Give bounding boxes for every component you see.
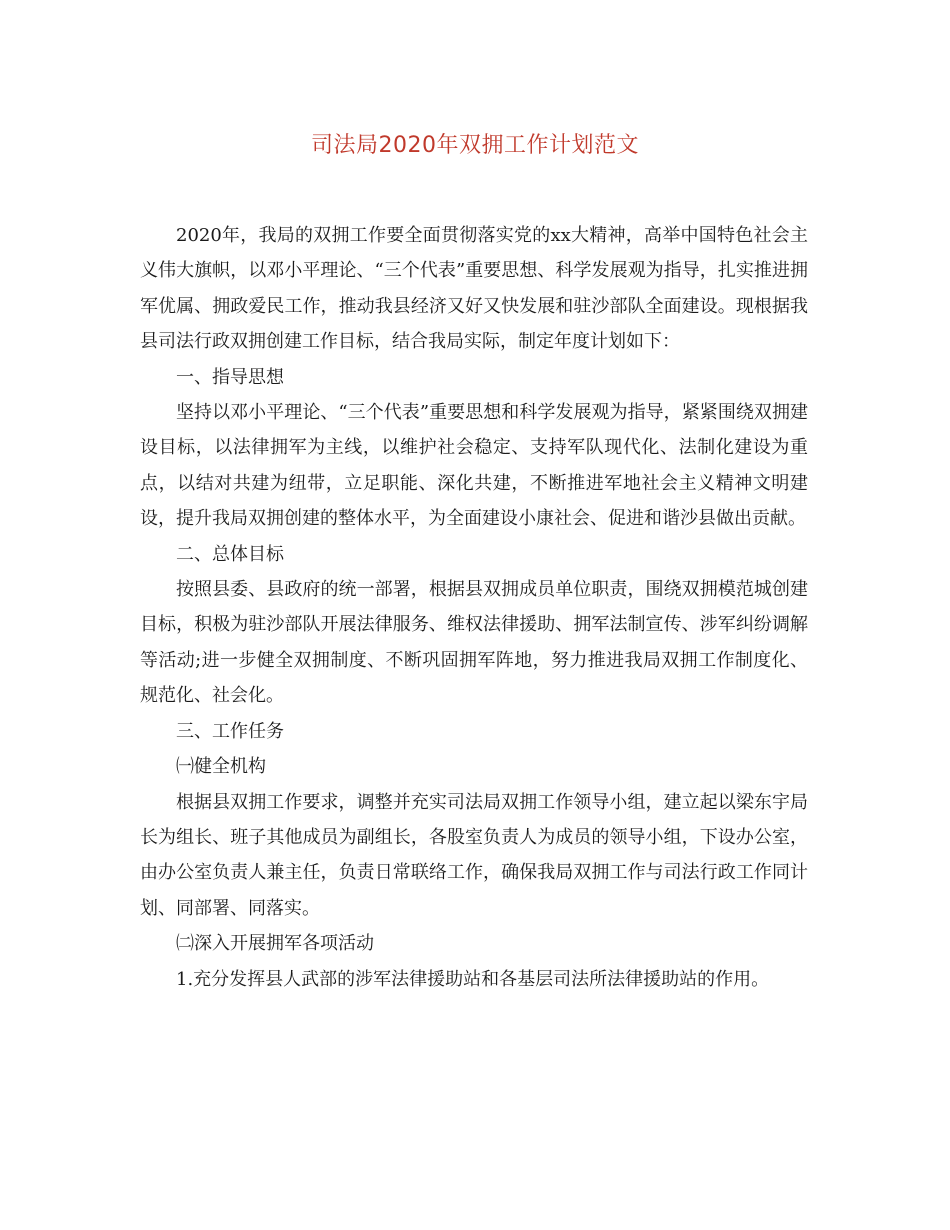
section-heading-overall-goal: 二、总体目标 (176, 543, 284, 565)
subheading-activities: ㈡深入开展拥军各项活动 (176, 933, 374, 955)
document-title: 司法局2020年双拥工作计划范文 (311, 133, 639, 158)
paragraph-intro: 2020年，我局的双拥工作要全面贯彻落实党的xx大精神，高举中国特色社会主义伟大旗帜，以邓小平理论、“三个代表”重要思想、科学发展观为指导，扎实推进拥军优属、拥政爱民工作，推动我县经济又好又快发展和驻沙部队全面建设。现根据我县司法行政双拥创建工作目标，结合我局实际，制定年度计划如下： (140, 225, 808, 353)
section-heading-tasks: 三、工作任务 (176, 720, 284, 742)
list-item-1: 1.充分发挥县人武部的涉军法律援助站和各基层司法所法律援助站的作用。 (176, 968, 770, 990)
document-body (140, 218, 808, 997)
paragraph-guiding-ideology: 坚持以邓小平理论、“三个代表”重要思想和科学发展观为指导，紧紧围绕双拥建设目标，以法律拥军为主线，以维护社会稳定、支持军队现代化、法制化建设为重点，以结对共建为纽带，立足职能、深化共建，不断推进军地社会主义精神文明建设，提升我局双拥创建的整体水平，为全面建设小康社会、促进和谐沙县做出贡献。 (140, 402, 808, 530)
paragraph-overall-goal: 按照县委、县政府的统一部署，根据县双拥成员单位职责，围绕双拥模范城创建目标，积极为驻沙部队开展法律服务、维权法律援助、拥军法制宣传、涉军纠纷调解等活动;进一步健全双拥制度、不断巩固拥军阵地，努力推进我局双拥工作制度化、规范化、社会化。 (140, 579, 808, 707)
section-heading-guiding-ideology: 一、指导思想 (176, 366, 284, 388)
subheading-organization: ㈠健全机构 (176, 756, 266, 778)
paragraph-organization: 根据县双拥工作要求，调整并充实司法局双拥工作领导小组，建立起以梁东宇局长为组长、班子其他成员为副组长，各股室负责人为成员的领导小组，下设办公室，由办公室负责人兼主任，负责日常联络工作，确保我局双拥工作与司法行政工作同计划、同部署、同落实。 (140, 791, 808, 919)
